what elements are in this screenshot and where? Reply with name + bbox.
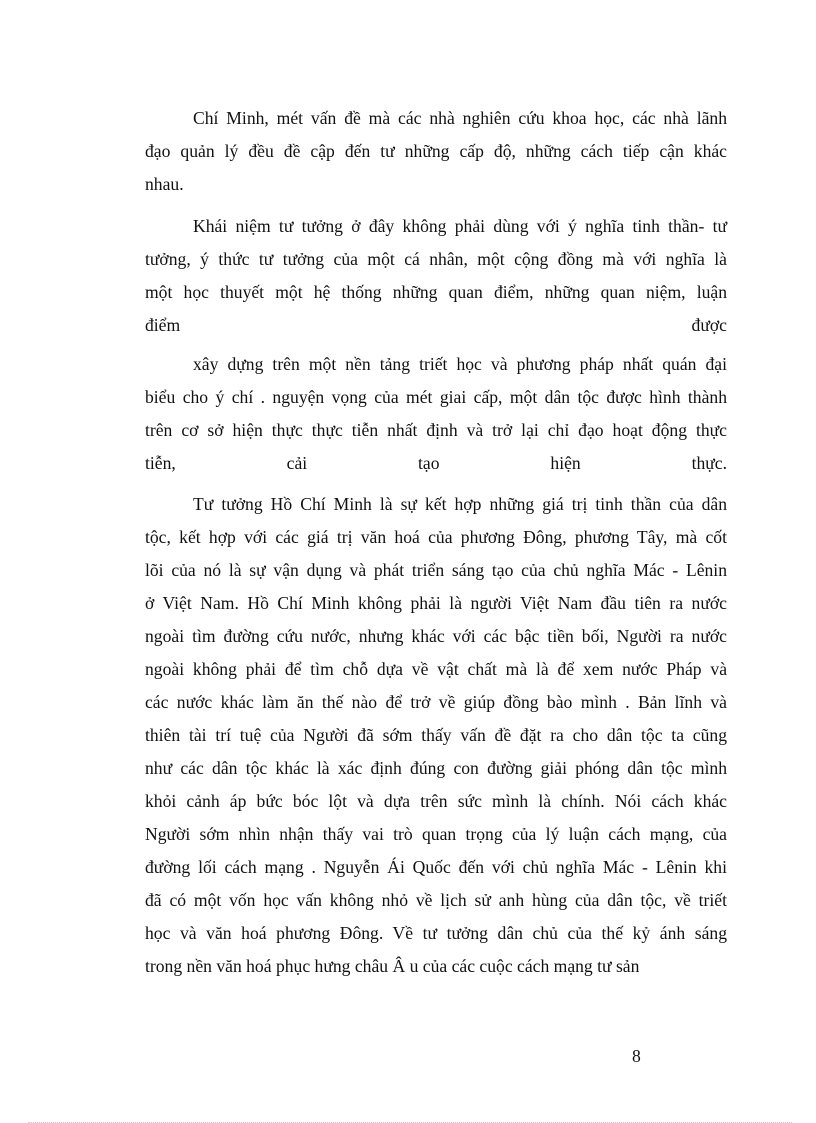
text-line: tiễn, cải tạo hiện thực. [145,453,727,473]
text-line: xây dựng trên một nền tảng triết học và phương pháp nhất quán đại [193,354,727,374]
text-line: ngoài tìm đường cứu nước, nhưng khác với các bậc tiền bối, Người ra nước [145,626,727,646]
text-line: các nước khác làm ăn thế nào để trở về giúp đồng bào mình . Bản lĩnh và [145,692,727,712]
text-line: học và văn hoá phương Đông. Về tư tưởng dân chủ của thế kỷ ánh sáng [145,923,727,943]
text-line: biểu cho ý chí . nguyện vọng của mét giai cấp, một dân tộc được hình thành [145,387,727,407]
text-line: Tư tưởng Hồ Chí Minh là sự kết hợp những giá trị tinh thần của dân [193,494,727,514]
text-line: điểm được [145,315,727,335]
text-line: một học thuyết một hệ thống những quan điểm, những quan niệm, luận [145,282,727,302]
text-line: nhau. [145,174,184,194]
page-number: 8 [632,1046,641,1066]
text-line: như các dân tộc khác là xác định đúng con đường giải phóng dân tộc mình [145,758,727,778]
text-line: đã có một vốn học vấn không nhỏ về lịch sử anh hùng của dân tộc, về triết [145,890,727,910]
text-line: tưởng, ý thức tư tưởng của một cá nhân, một cộng đồng mà với nghĩa là [145,249,727,269]
text-line: Chí Minh, mét vấn đề mà các nhà nghiên cứu khoa học, các nhà lãnh [193,108,727,128]
text-line: ở Việt Nam. Hồ Chí Minh không phải là người Việt Nam đầu tiên ra nước [145,593,727,613]
text-line: trên cơ sở hiện thực thực tiễn nhất định và trở lại chỉ đạo hoạt động thực [145,420,727,440]
text-line: khỏi cảnh áp bức bóc lột và dựa trên sức mình là chính. Nói cách khác [145,791,727,811]
text-line: Khái niệm tư tưởng ở đây không phải dùng với ý nghĩa tinh thần- tư [193,216,727,236]
text-line: đường lối cách mạng . Nguyễn Ái Quốc đến với chủ nghĩa Mác - Lênin khi [145,857,727,877]
text-line: Người sớm nhìn nhận thấy vai trò quan trọng của lý luận cách mạng, của [145,824,727,844]
text-line: thiên tài trí tuệ của Người đã sớm thấy vấn đề đặt ra cho dân tộc ta cũng [145,725,727,745]
text-line: lõi của nó là sự vận dụng và phát triển sáng tạo của chủ nghĩa Mác - Lênin [145,560,727,580]
text-line: đạo quản lý đều đề cập đến tư những cấp độ, những cách tiếp cận khác [145,141,727,161]
text-line: tộc, kết hợp với các giá trị văn hoá của phương Đông, phương Tây, mà cốt [145,527,727,547]
text-line: trong nền văn hoá phục hưng châu Â u của các cuộc cách mạng tư sản [145,956,640,976]
text-line: ngoài không phải để tìm chỗ dựa về vật chất mà là để xem nước Pháp và [145,659,727,679]
